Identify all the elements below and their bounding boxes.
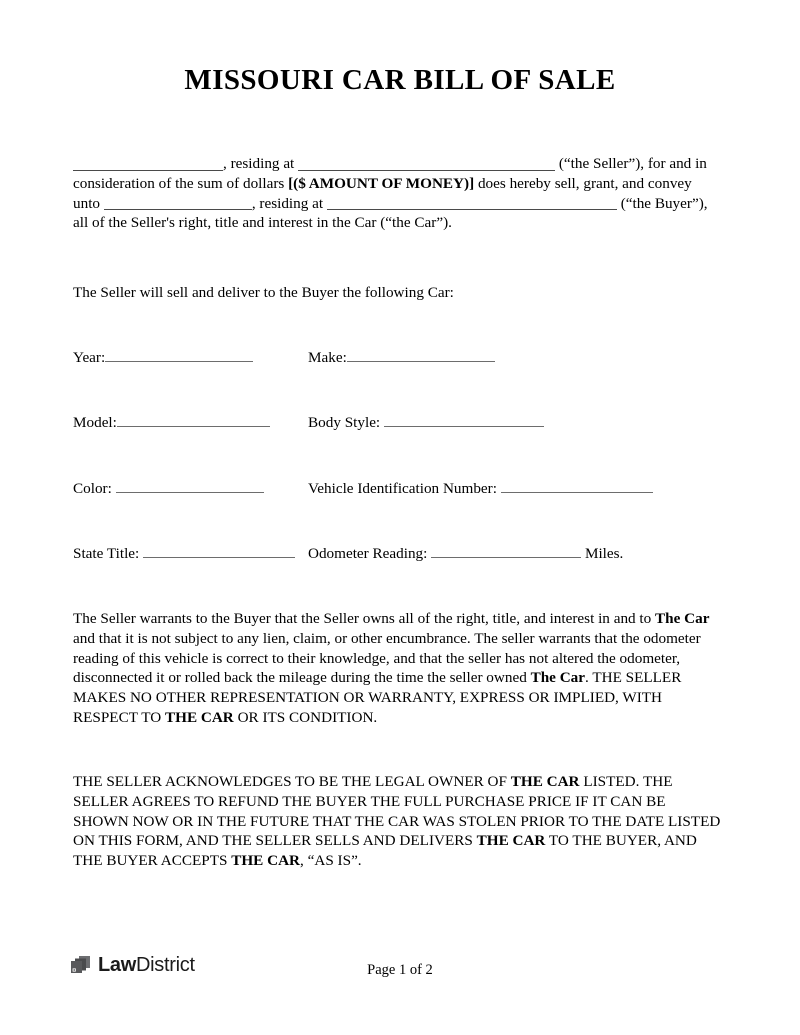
field-year: [73, 347, 308, 367]
field-row-color-vin: [73, 478, 753, 498]
acknowledgment-paragraph: [73, 772, 721, 871]
field-odometer-suffix: Miles.: [581, 545, 624, 562]
intro-text-3: does hereby sell, grant, and convey unto: [73, 174, 692, 212]
warranty-text-4: OR ITS CONDITION.: [233, 708, 378, 726]
field-odometer-input[interactable]: [431, 543, 581, 558]
acknowledgment-paragraph-block: [73, 772, 721, 871]
seller-name-blank[interactable]: [73, 157, 223, 171]
field-make-label: Make:: [308, 349, 347, 366]
buyer-name-blank[interactable]: [104, 196, 252, 210]
warranty-text-1: The Seller warrants to the Buyer that the Seller owns all of the right, title, and interest in and to: [73, 610, 656, 627]
deliver-paragraph: The Seller will sell and deliver to the Buyer the following Car:: [73, 284, 454, 301]
intro-text-4: , residing at: [251, 194, 327, 212]
warranty-text-2: and that it is not subject to any lien, claim, or other encumbrance. The seller warrants that the odometer reading of this vehicle is correct to their knowledge, and that the seller has not altered the odometer, disconnected it or rolled back the mileage during the time the seller owned: [73, 629, 701, 687]
field-color-label: Color:: [73, 480, 116, 497]
amount-of-money-placeholder[interactable]: [($ AMOUNT OF MONEY)]: [288, 174, 475, 192]
acknowledgment-bold-the-car-3: THE CAR: [231, 852, 301, 870]
intro-paragraph: [73, 154, 721, 233]
intro-text-1: , residing at: [223, 155, 299, 172]
field-body-style-input[interactable]: [384, 412, 544, 427]
acknowledgment-text-2: LISTED. THE SELLER AGREES TO REFUND THE BUYER THE FULL PURCHASE PRICE IF IT CAN BE SHOWN NOW OR IN THE FUTURE THAT THE CAR WAS STOLEN PRIOR TO THE DATE LISTED ON THIS FORM, AND THE SELLER SELLS AND DELIVERS: [73, 773, 721, 850]
field-model-label: Model:: [73, 414, 117, 431]
field-color-input[interactable]: [116, 478, 264, 493]
field-state-title: [73, 543, 308, 563]
field-row-year-make: [73, 347, 753, 367]
field-body-style: [308, 412, 544, 432]
acknowledgment-text-3: TO THE BUYER, AND THE BUYER ACCEPTS: [73, 832, 697, 870]
intro-paragraph-block: [73, 154, 721, 233]
field-year-label: Year:: [73, 349, 106, 366]
page-number: Page 1 of 2: [367, 962, 433, 978]
intro-text-2: (“the Seller”), for and in consideration of the sum of dollars: [73, 155, 707, 192]
logo-word-law: Law: [98, 954, 136, 976]
field-vin: [308, 478, 653, 498]
field-make-input[interactable]: [347, 347, 495, 362]
field-color: [73, 478, 308, 498]
field-state-title-input[interactable]: [143, 543, 295, 558]
warranty-paragraph: [73, 609, 721, 728]
field-state-title-label: State Title:: [73, 545, 144, 562]
field-model: [73, 412, 308, 432]
field-row-statetitle-odometer: [73, 543, 753, 563]
page-title: MISSOURI CAR BILL OF SALE: [184, 64, 616, 96]
acknowledgment-bold-the-car-2: THE CAR: [476, 832, 546, 850]
warranty-bold-the-car-2: The Car: [530, 669, 586, 687]
warranty-bold-the-car-1: The Car: [655, 610, 710, 627]
buyer-address-blank[interactable]: [327, 196, 617, 210]
logo-word-district: District: [136, 954, 195, 976]
field-model-input[interactable]: [117, 412, 270, 427]
warranty-bold-the-car-3: THE CAR: [165, 708, 234, 726]
field-odometer: [308, 543, 623, 563]
field-row-model-bodystyle: [73, 412, 753, 432]
field-body-style-label: Body Style:: [308, 414, 384, 431]
acknowledgment-bold-the-car-1: THE CAR: [510, 773, 580, 790]
field-vin-label: Vehicle Identification Number:: [308, 480, 501, 497]
acknowledgment-text-1: THE SELLER ACKNOWLEDGES TO BE THE LEGAL OWNER OF: [73, 773, 511, 790]
acknowledgment-text-4: , “AS IS”.: [300, 852, 362, 870]
warranty-text-3: . THE SELLER MAKES NO OTHER REPRESENTATION OR WARRANTY, EXPRESS OR IMPLIED, WITH RESPECT TO: [73, 669, 682, 726]
seller-address-blank[interactable]: [298, 157, 555, 171]
field-odometer-label: Odometer Reading:: [308, 545, 432, 562]
warranty-paragraph-block: [73, 609, 721, 728]
deliver-paragraph-block: [73, 283, 721, 303]
field-year-input[interactable]: [105, 347, 253, 362]
field-vin-input[interactable]: [501, 478, 653, 493]
intro-text-5: (“the Buyer”), all of the Seller's right, title and interest in the Car (“the Car”).: [73, 194, 708, 232]
field-make: [308, 347, 495, 367]
